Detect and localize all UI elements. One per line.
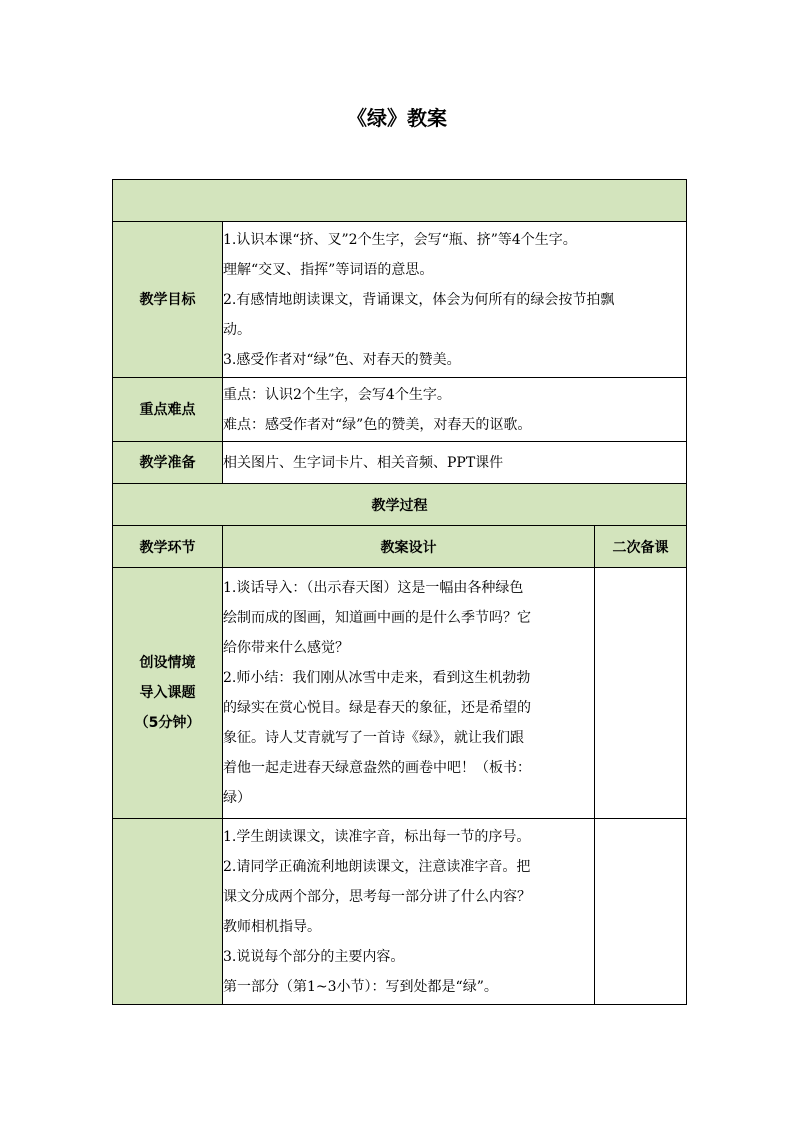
stage2-line: 2.请同学正确流利地朗读课文，注意读准字音。把 <box>223 858 531 875</box>
objectives-content <box>223 222 687 378</box>
stage1-label <box>113 568 223 819</box>
stage2-row <box>113 819 687 1005</box>
stage1-row <box>113 568 687 819</box>
stage1-design <box>223 568 595 819</box>
objectives-line: 1.认识本课“挤、叉”2个生字，会写“瓶、挤”等4个生字。 <box>223 231 577 248</box>
stage2-line: 课文分成两个部分，思考每一部分讲了什么内容？ <box>223 888 531 905</box>
key-points-label: 重点难点 <box>113 378 223 442</box>
stage1-line: 绿） <box>223 790 251 806</box>
columns-header-row <box>113 526 687 568</box>
objectives-line: 2.有感情地朗读课文，背诵课文，体会为何所有的绿会按节拍飘 <box>223 291 615 308</box>
table-header-band <box>113 180 687 222</box>
objectives-line: 动。 <box>223 321 251 338</box>
stage2-design <box>223 819 595 1005</box>
key-points-row <box>113 378 687 442</box>
stage1-label-line: （5分钟） <box>134 715 201 731</box>
stage1-line: 1.谈话导入：（出示春天图）这是一幅由各种绿色 <box>223 580 524 596</box>
stage2-line: 3.说说每个部分的主要内容。 <box>223 948 405 965</box>
preparation-content <box>223 442 687 484</box>
stage2-secondary <box>595 819 687 1005</box>
header-band-cell <box>113 180 687 222</box>
column-design: 教案设计 <box>223 526 595 568</box>
stage2-line: 教师相机指导。 <box>223 918 321 935</box>
stage1-label-line: 创设情境 <box>139 655 196 671</box>
preparation-text: 相关图片、生字词卡片、相关音频、PPT课件 <box>223 454 504 471</box>
page-title: 《绿》教案 <box>347 106 447 130</box>
preparation-row <box>113 442 687 484</box>
stage1-secondary <box>595 568 687 819</box>
stage1-line: 2.师小结：我们刚从冰雪中走来，看到这生机勃勃 <box>223 670 531 686</box>
key-point-line: 难点：感受作者对“绿”色的赞美，对春天的讴歌。 <box>223 416 532 433</box>
stage1-line: 给你带来什么感觉？ <box>223 640 349 656</box>
objectives-label: 教学目标 <box>113 222 223 378</box>
stage2-label <box>113 819 223 1005</box>
column-stage: 教学环节 <box>113 526 223 568</box>
objectives-line: 理解“交叉、指挥”等词语的意思。 <box>223 261 434 278</box>
stage1-line: 着他一起走进春天绿意盎然的画卷中吧！（板书： <box>223 760 531 776</box>
objectives-row <box>113 222 687 378</box>
stage1-line: 的绿实在赏心悦目。绿是春天的象征，还是希望的 <box>223 700 531 716</box>
lesson-plan-table <box>112 179 687 1005</box>
stage1-line: 象征。诗人艾青就写了一首诗《绿》，就让我们跟 <box>223 730 524 746</box>
process-header: 教学过程 <box>113 484 687 526</box>
preparation-label: 教学准备 <box>113 442 223 484</box>
objectives-line: 3.感受作者对“绿”色、对春天的赞美。 <box>223 351 461 368</box>
column-secondary: 二次备课 <box>595 526 687 568</box>
stage2-line: 第一部分（第1~3小节）：写到处都是“绿”。 <box>223 978 498 995</box>
stage2-line: 1.学生朗读课文，读准字音，标出每一节的序号。 <box>223 828 531 845</box>
process-header-row <box>113 484 687 526</box>
key-point-line: 重点：认识2个生字，会写4个生字。 <box>223 386 451 403</box>
stage1-line: 绘制而成的图画，知道画中画的是什么季节吗？它 <box>223 610 531 626</box>
stage1-label-line: 导入课题 <box>139 685 196 701</box>
key-points-content <box>223 378 687 442</box>
